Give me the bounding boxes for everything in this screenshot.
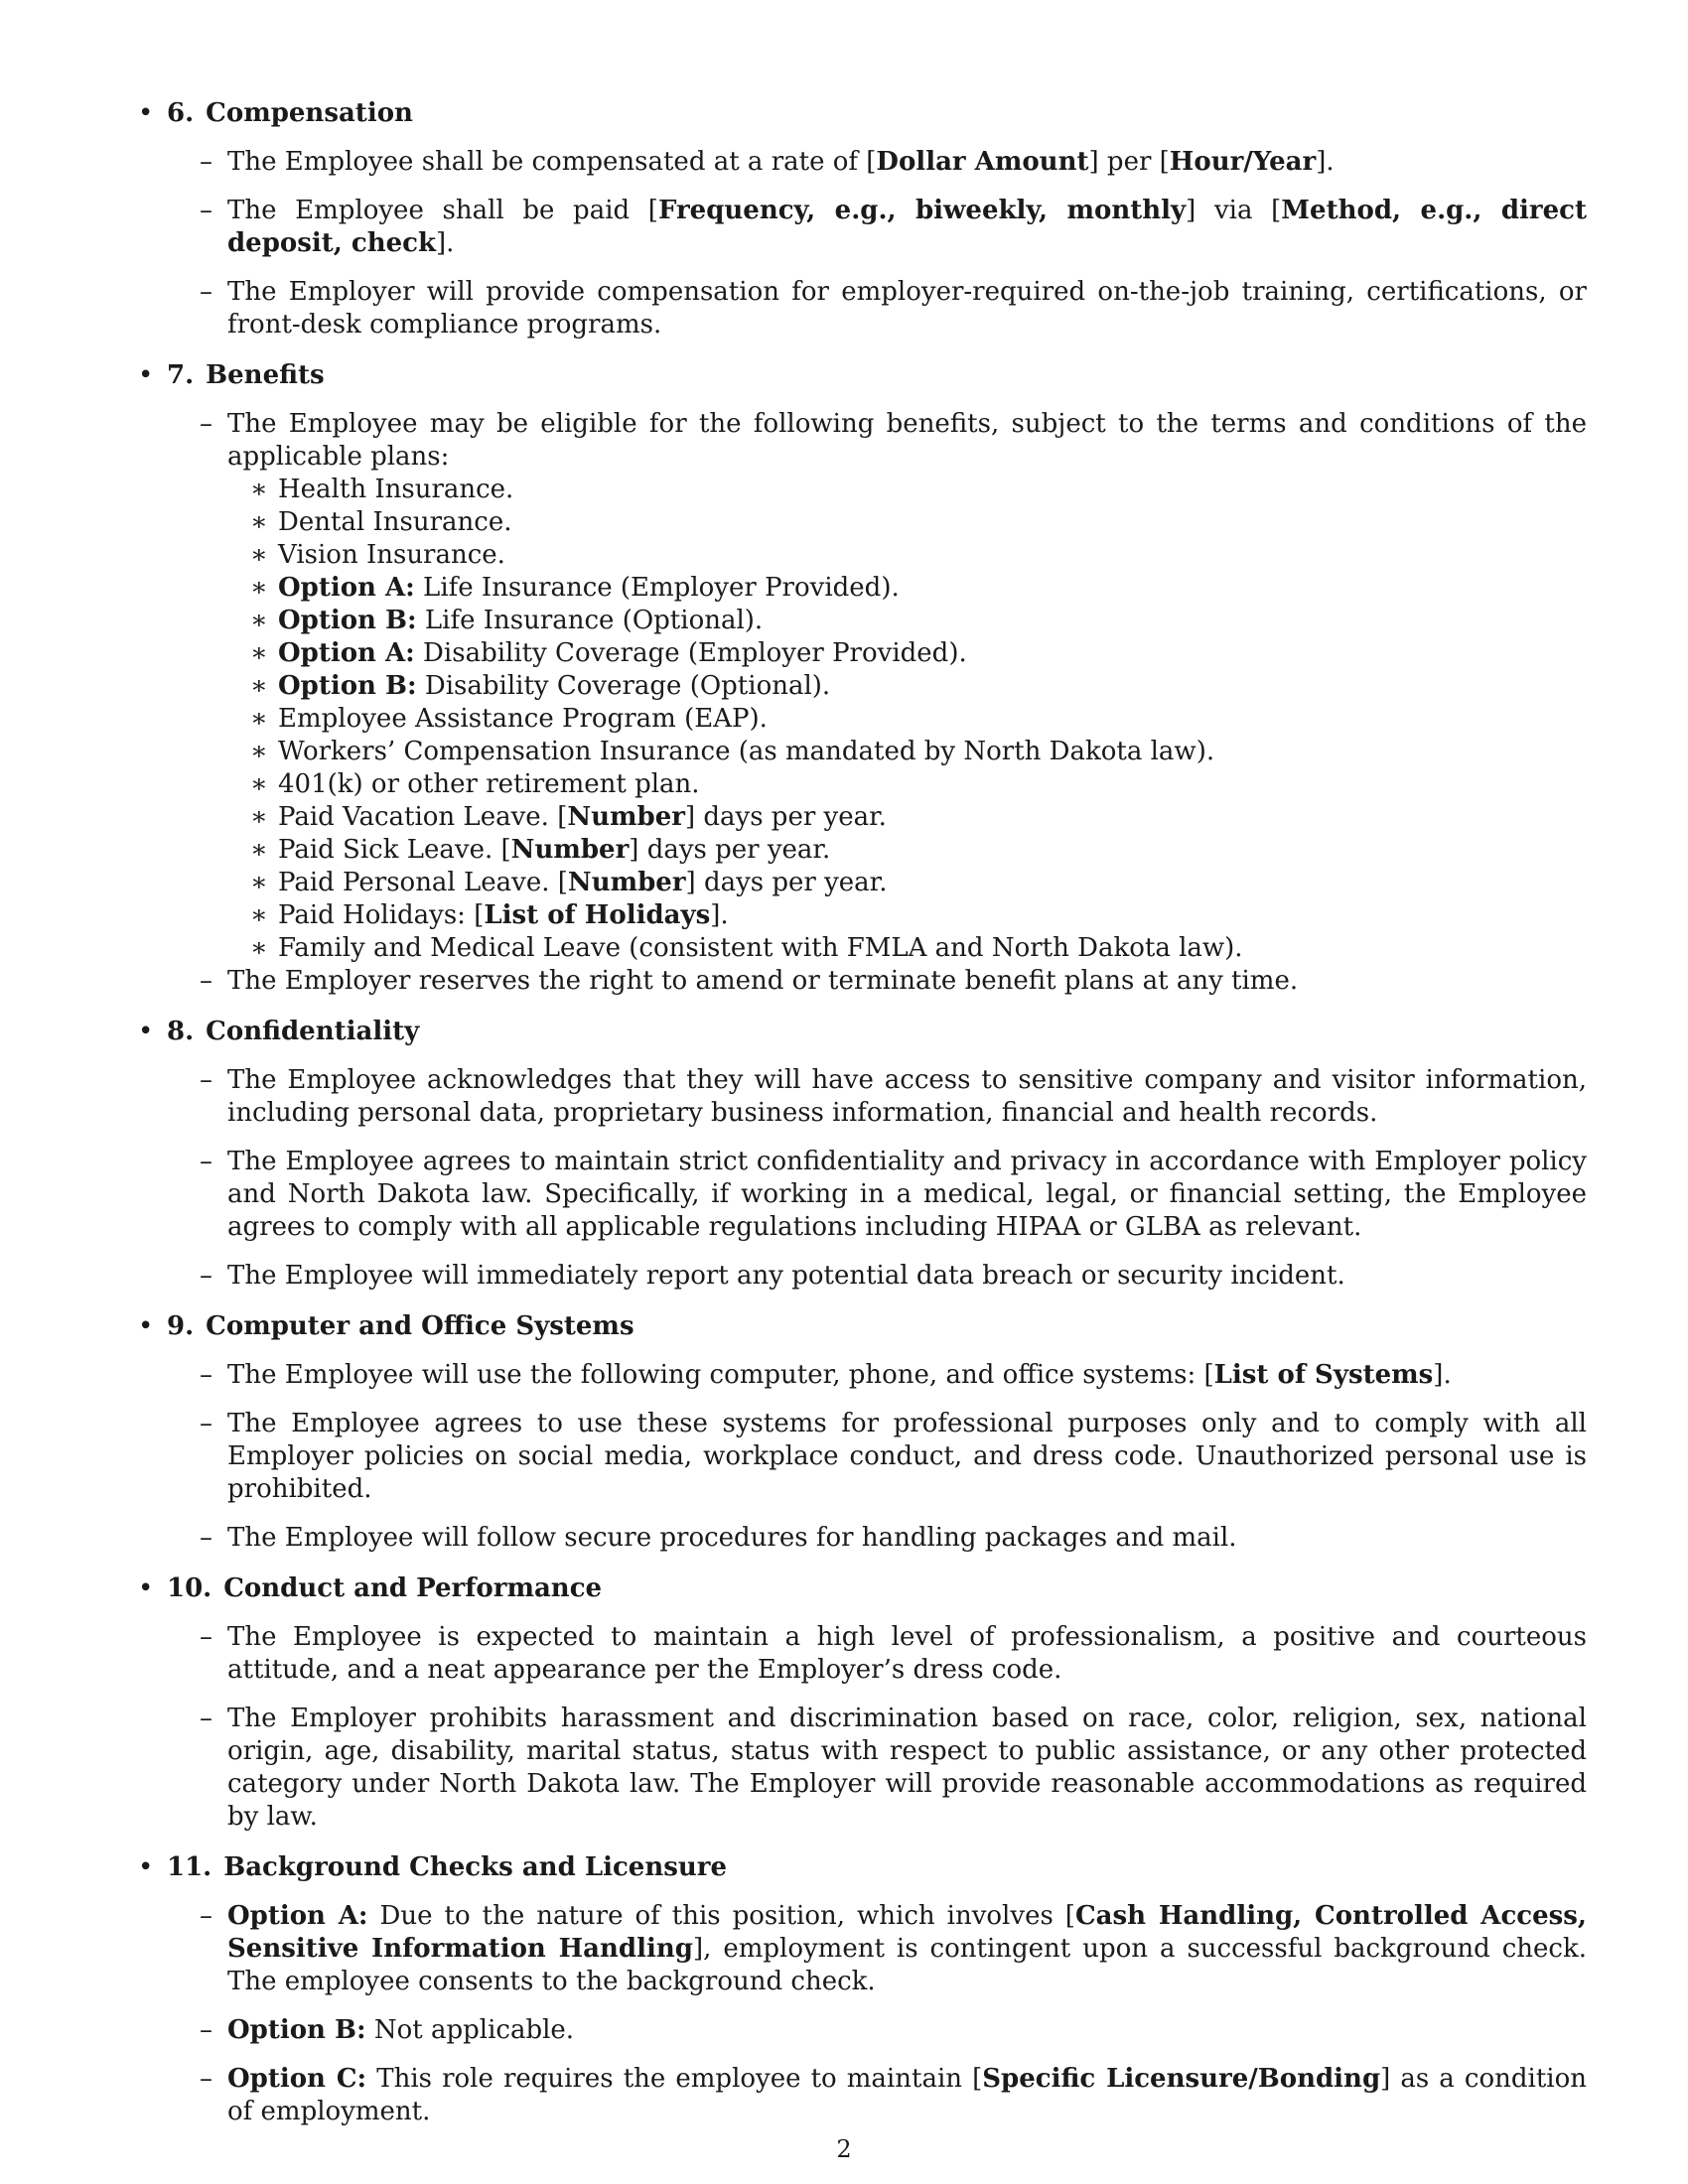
list-item: ∗ Option A: Disability Coverage (Employer Provided). [132,637,1587,670]
section-heading: • 11. Background Checks and Licensure [132,1851,1587,1884]
section-benefits [132,359,1587,998]
section-heading: • 10. Conduct and Performance [132,1572,1587,1605]
systems-clause: – The Employee agrees to use these systems for professional purposes only and to comply with all Employer policies on social media, workplace conduct, and dress code. Unauthorized personal use is prohibited. [132,1408,1587,1506]
systems-clause: – The Employee will use the following computer, phone, and office systems: [List of Systems]. [132,1359,1587,1392]
confidentiality-clause: – The Employee will immediately report any potential data breach or security incident. [132,1260,1587,1293]
compensation-training-clause: – The Employer will provide compensation for employer-required on-the-job training, certifications, or front-desk compliance programs. [132,276,1587,341]
list-item: ∗ Option A: Life Insurance (Employer Provided). [132,572,1587,605]
list-item: ∗ Paid Sick Leave. [Number] days per year. [132,834,1587,867]
section-heading: • 7. Benefits [132,359,1587,392]
section-background-checks [132,1851,1587,2128]
option-b-clause: – Option B: Not applicable. [132,2014,1587,2047]
compensation-rate-clause: – The Employee shall be compensated at a rate of [Dollar Amount] per [Hour/Year]. [132,146,1587,179]
section-heading: • 8. Confidentiality [132,1016,1587,1048]
section-conduct [132,1572,1587,1834]
conduct-clause: – The Employee is expected to maintain a high level of professionalism, a positive and courteous attitude, and a neat appearance per the Employer’s dress code. [132,1621,1587,1687]
list-item: ∗ Paid Vacation Leave. [Number] days per year. [132,801,1587,834]
list-item: ∗ Workers’ Compensation Insurance (as mandated by North Dakota law). [132,736,1587,768]
compensation-frequency-clause: – The Employee shall be paid [Frequency, e.g., biweekly, monthly] via [Method, e.g., direct deposit, check]. [132,195,1587,260]
section-confidentiality [132,1016,1587,1293]
list-item: ∗ Employee Assistance Program (EAP). [132,703,1587,736]
list-item: ∗ 401(k) or other retirement plan. [132,768,1587,801]
list-item: ∗ Dental Insurance. [132,506,1587,539]
section-heading: • 9. Computer and Office Systems [132,1310,1587,1343]
document-body [132,97,1587,2146]
page-number: 2 [836,2135,852,2163]
benefits-intro: – The Employee may be eligible for the following benefits, subject to the terms and conditions of the applicable plans: [132,408,1587,474]
benefits-list [132,474,1587,965]
option-c-clause: – Option C: This role requires the employee to maintain [Specific Licensure/Bonding] as a condition of employment. [132,2063,1587,2128]
section-compensation [132,97,1587,341]
list-item: ∗ Paid Holidays: [List of Holidays]. [132,899,1587,932]
section-computer-systems [132,1310,1587,1555]
list-item: ∗ Vision Insurance. [132,539,1587,572]
confidentiality-clause: – The Employee acknowledges that they will have access to sensitive company and visitor information, including personal data, proprietary business information, financial and health records. [132,1064,1587,1130]
list-item: ∗ Option B: Disability Coverage (Optional). [132,670,1587,703]
section-heading: • 6. Compensation [132,97,1587,130]
systems-clause: – The Employee will follow secure procedures for handling packages and mail. [132,1522,1587,1555]
list-item: ∗ Health Insurance. [132,474,1587,506]
list-item: ∗ Family and Medical Leave (consistent with FMLA and North Dakota law). [132,932,1587,965]
list-item: ∗ Paid Personal Leave. [Number] days per year. [132,867,1587,899]
conduct-clause: – The Employer prohibits harassment and discrimination based on race, color, religion, sex, national origin, age, disability, marital status, status with respect to public assistance, or any other protected category under North Dakota law. The Employer will provide reasonable accommodations as required by law. [132,1703,1587,1834]
benefits-closing: – The Employer reserves the right to amend or terminate benefit plans at any time. [132,965,1587,998]
list-item: ∗ Option B: Life Insurance (Optional). [132,605,1587,637]
option-a-clause: – Option A: Due to the nature of this position, which involves [Cash Handling, Controlled Access, Sensitive Information Handling], employment is contingent upon a successful background check. The employee consents to the background check. [132,1900,1587,1998]
confidentiality-clause: – The Employee agrees to maintain strict confidentiality and privacy in accordance with Employer policy and North Dakota law. Specifically, if working in a medical, legal, or financial setting, the Employee agrees to comply with all applicable regulations including HIPAA or GLBA as relevant. [132,1146,1587,1244]
